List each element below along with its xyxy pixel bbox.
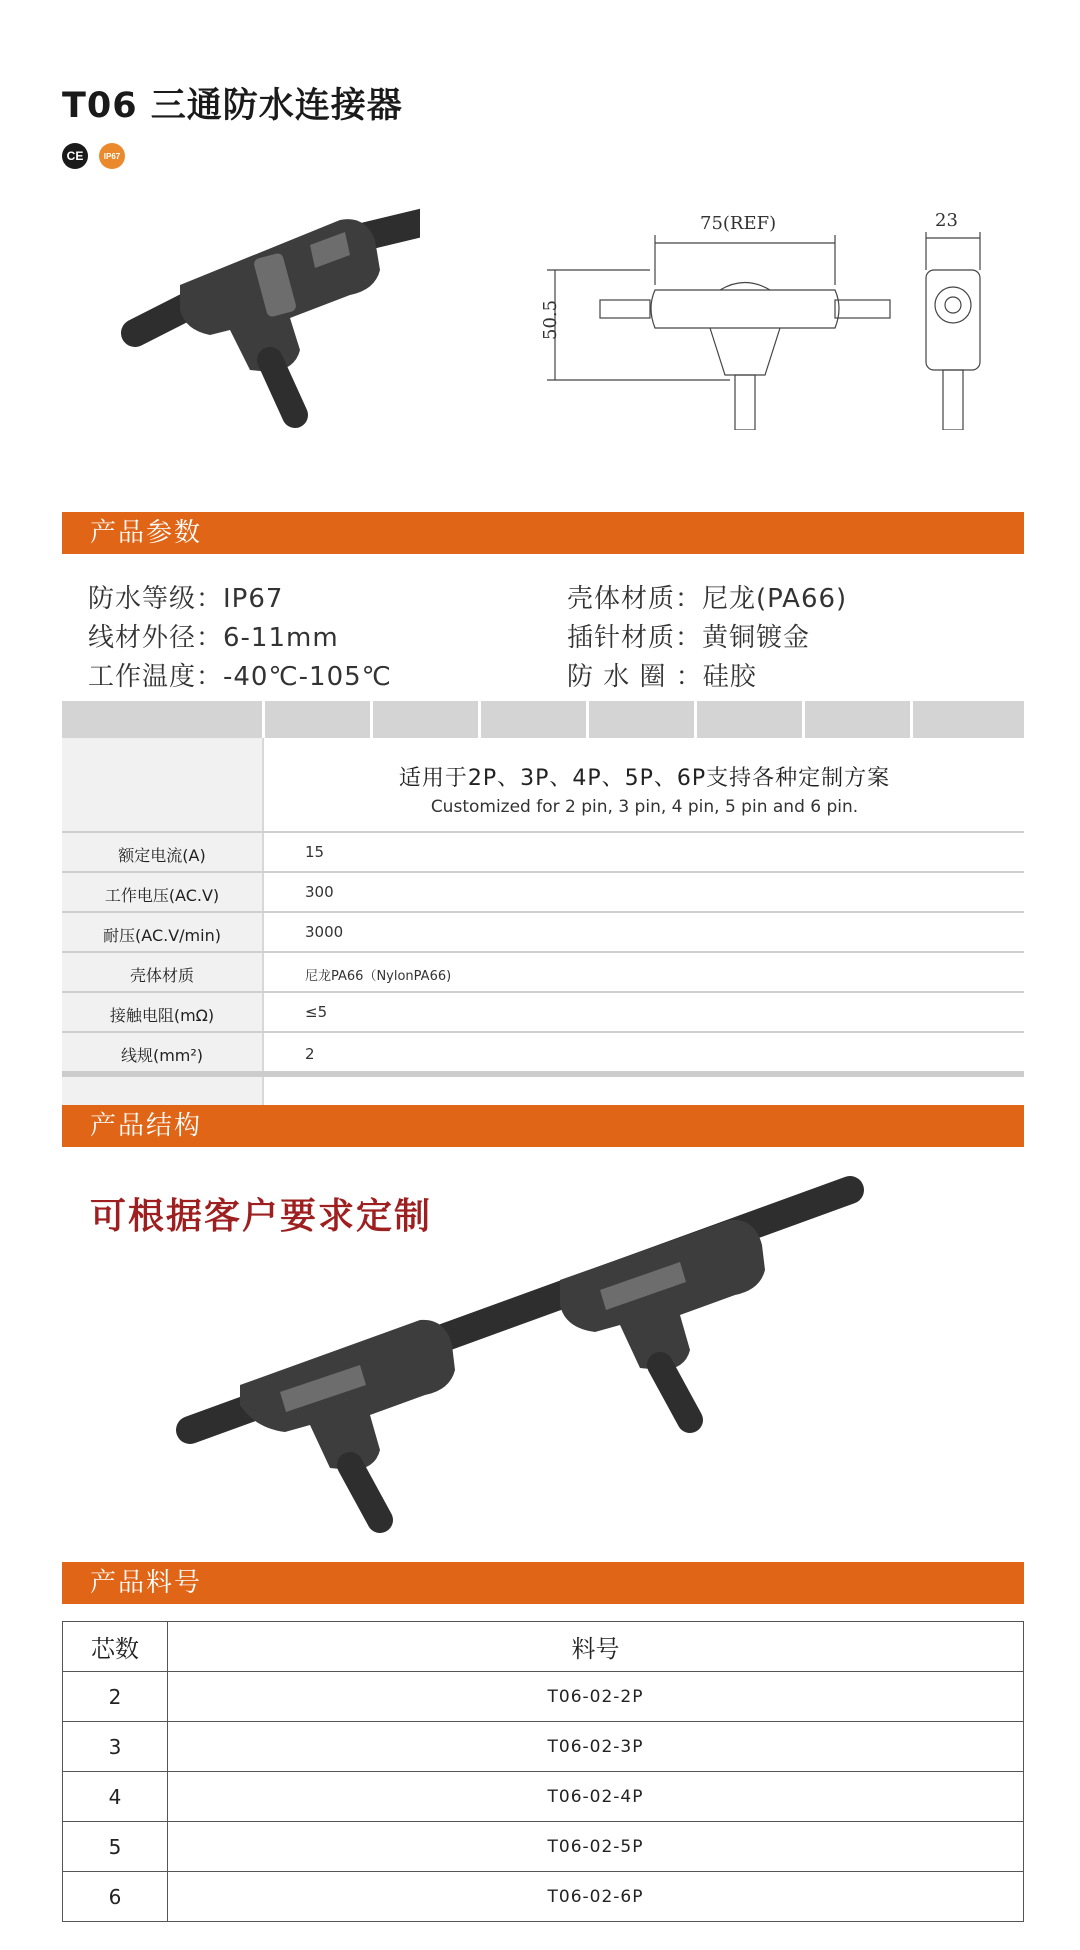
spec-header-cell bbox=[589, 701, 697, 738]
spec-row-divider bbox=[62, 991, 1024, 993]
header-part-number: 料号 bbox=[168, 1622, 1024, 1672]
spec-bottom-border bbox=[62, 1071, 1024, 1077]
spec-header-cell bbox=[373, 701, 481, 738]
pins-cell: 6 bbox=[63, 1872, 168, 1922]
spec-column-divider bbox=[262, 738, 264, 1107]
param-pin-material: 插针材质：黄铜镀金 bbox=[567, 623, 811, 653]
pins-cell: 4 bbox=[63, 1772, 168, 1822]
custom-note-en: Customized for 2 pin, 3 pin, 4 pin, 5 pin and 6 pin. bbox=[430, 797, 859, 817]
height-dimension-label: 50.5 bbox=[540, 299, 561, 340]
ip67-badge-icon: IP67 bbox=[99, 143, 125, 169]
table-row bbox=[63, 1672, 1024, 1722]
part-number-table bbox=[62, 1621, 1024, 1922]
ce-mark-icon: CE bbox=[62, 143, 88, 169]
pins-cell: 3 bbox=[63, 1722, 168, 1772]
spec-value-withstand: 3000 bbox=[305, 923, 344, 941]
spec-header-cell bbox=[265, 701, 373, 738]
section-header-parts: 产品料号 bbox=[62, 1562, 1024, 1604]
spec-header-cell bbox=[913, 701, 1024, 738]
spec-label-housing: 壳体材质 bbox=[129, 966, 194, 985]
customization-heading: 可根据客户要求定制 bbox=[90, 1196, 433, 1237]
spec-label-gauge: 线规(mm²) bbox=[120, 1046, 204, 1065]
spec-header-cell bbox=[805, 701, 913, 738]
section-header-structure: 产品结构 bbox=[62, 1105, 1024, 1147]
spec-value-housing: 尼龙PA66（NylonPA66) bbox=[305, 969, 452, 984]
param-housing-material: 壳体材质：尼龙(PA66) bbox=[567, 584, 848, 614]
table-row bbox=[63, 1722, 1024, 1772]
spec-row-divider bbox=[62, 911, 1024, 913]
table-row bbox=[63, 1872, 1024, 1922]
page-title: T06 三通防水连接器 bbox=[62, 86, 403, 126]
pins-cell: 5 bbox=[63, 1822, 168, 1872]
spec-value-current: 15 bbox=[305, 843, 325, 861]
table-row bbox=[63, 1772, 1024, 1822]
header-pins: 芯数 bbox=[63, 1622, 168, 1672]
part-number-cell: T06-02-4P bbox=[168, 1772, 1024, 1822]
table-row bbox=[63, 1822, 1024, 1872]
spec-header-cell bbox=[62, 701, 265, 738]
section-header-params: 产品参数 bbox=[62, 512, 1024, 554]
width-dimension-label: 75(REF) bbox=[700, 213, 777, 234]
part-number-cell: T06-02-2P bbox=[168, 1672, 1024, 1722]
dimension-drawing-side bbox=[918, 210, 988, 430]
spec-label-current: 额定电流(A) bbox=[118, 846, 206, 865]
spec-table-header bbox=[62, 701, 1024, 738]
spec-row-divider bbox=[62, 831, 1024, 833]
part-number-cell: T06-02-3P bbox=[168, 1722, 1024, 1772]
param-wire-diameter: 线材外径：6-11mm bbox=[88, 623, 339, 653]
pins-cell: 2 bbox=[63, 1672, 168, 1722]
spec-row-divider bbox=[62, 1031, 1024, 1033]
spec-value-gauge: 2 bbox=[305, 1045, 315, 1063]
dimension-drawing-front bbox=[535, 210, 895, 430]
spec-header-cell bbox=[697, 701, 805, 738]
param-seal-material: 防 水 圈 ：硅胶 bbox=[567, 662, 757, 692]
spec-value-resistance: ≤5 bbox=[305, 1003, 328, 1021]
spec-row-divider bbox=[62, 871, 1024, 873]
chained-connectors-render bbox=[170, 1170, 870, 1550]
part-number-cell: T06-02-6P bbox=[168, 1872, 1024, 1922]
spec-label-withstand: 耐压(AC.V/min) bbox=[103, 926, 221, 945]
param-temperature: 工作温度：-40℃-105℃ bbox=[88, 662, 392, 692]
table-header-row bbox=[63, 1622, 1024, 1672]
product-render-image bbox=[120, 200, 420, 430]
spec-row-divider bbox=[62, 951, 1024, 953]
custom-note-cn: 适用于2P、3P、4P、5P、6P支持各种定制方案 bbox=[398, 766, 891, 791]
spec-header-cell bbox=[481, 701, 589, 738]
part-number-cell: T06-02-5P bbox=[168, 1822, 1024, 1872]
side-dimension-label: 23 bbox=[935, 210, 958, 231]
spec-label-resistance: 接触电阻(mΩ) bbox=[109, 1006, 215, 1025]
spec-label-voltage: 工作电压(AC.V) bbox=[104, 886, 220, 905]
spec-value-voltage: 300 bbox=[305, 883, 334, 901]
param-waterproof: 防水等级：IP67 bbox=[88, 584, 284, 614]
